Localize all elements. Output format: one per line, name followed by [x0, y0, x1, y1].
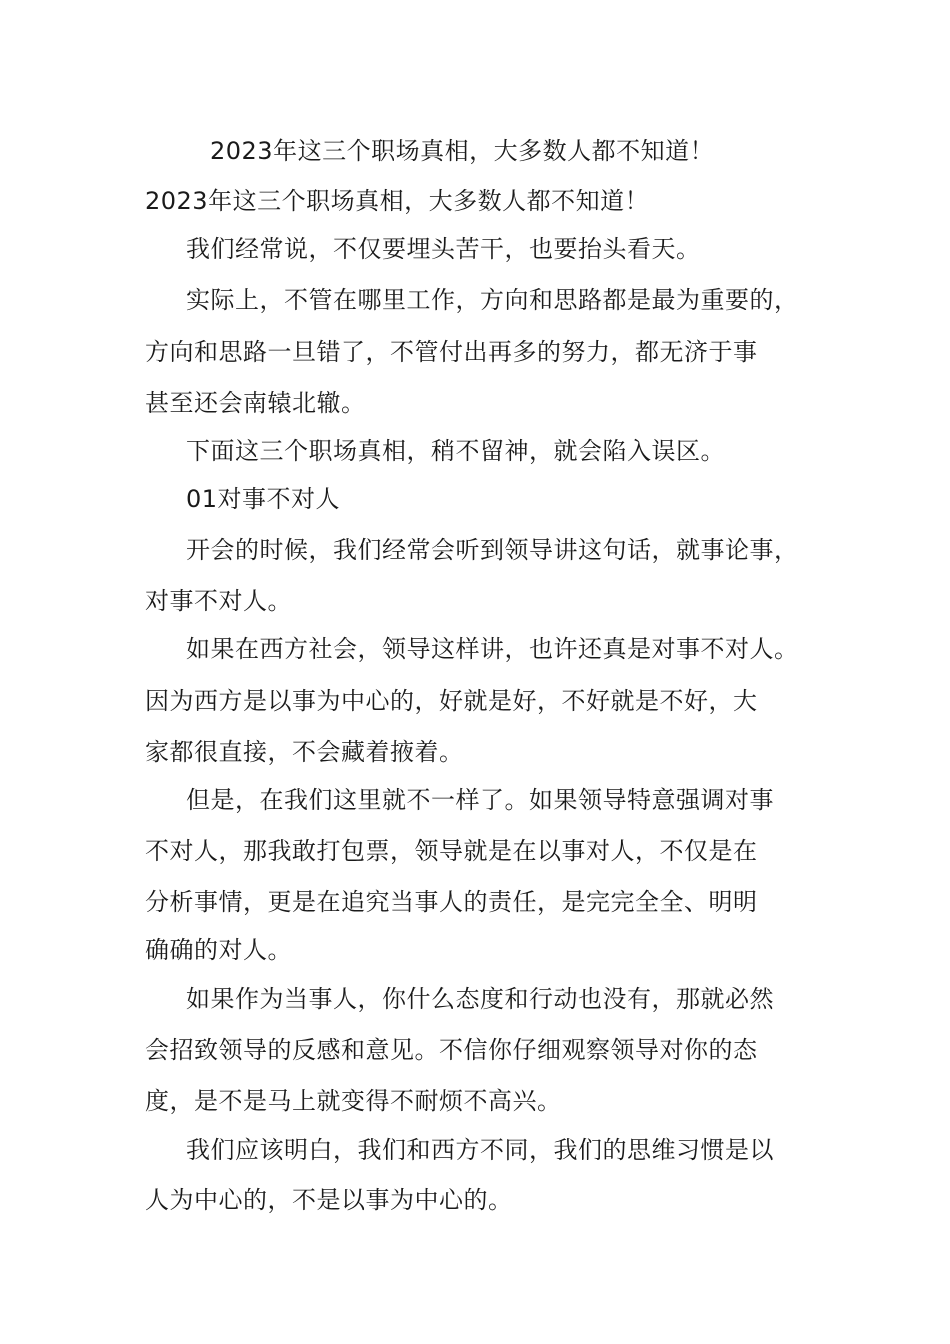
- paragraph-line: 度，是不是马上就变得不耐烦不高兴。: [145, 1087, 562, 1115]
- paragraph-line: 确确的对人。: [145, 936, 292, 964]
- paragraph-line: 会招致领导的反感和意见。不信你仔细观察领导对你的态: [145, 1036, 758, 1064]
- paragraph-line: 甚至还会南辕北辙。: [145, 389, 366, 417]
- paragraph-line: 但是，在我们这里就不一样了。如果领导特意强调对事: [186, 786, 774, 814]
- paragraph-line: 家都很直接，不会藏着掖着。: [145, 738, 464, 766]
- paragraph-line: 我们经常说，不仅要埋头苦干，也要抬头看天。: [186, 235, 701, 263]
- paragraph-line: 如果作为当事人，你什么态度和行动也没有，那就必然: [186, 985, 774, 1013]
- paragraph-line: 下面这三个职场真相，稍不留神，就会陷入误区。: [186, 437, 725, 465]
- paragraph-line: 因为西方是以事为中心的，好就是好，不好就是不好，大: [145, 687, 758, 715]
- paragraph-line: 对事不对人。: [145, 587, 292, 615]
- paragraph-line: 实际上，不管在哪里工作，方向和思路都是最为重要的，: [186, 286, 799, 314]
- document-subtitle: 2023年这三个职场真相，大多数人都不知道！: [145, 187, 650, 215]
- paragraph-line: 如果在西方社会，领导这样讲，也许还真是对事不对人。: [186, 635, 799, 663]
- paragraph-line: 方向和思路一旦错了，不管付出再多的努力，都无济于事: [145, 338, 758, 366]
- section-heading: 01对事不对人: [186, 485, 341, 513]
- paragraph-line: 人为中心的，不是以事为中心的。: [145, 1186, 513, 1214]
- paragraph-line: 我们应该明白，我们和西方不同，我们的思维习惯是以: [186, 1136, 774, 1164]
- paragraph-line: 不对人，那我敢打包票，领导就是在以事对人，不仅是在: [145, 837, 758, 865]
- paragraph-line: 分析事情，更是在追究当事人的责任，是完完全全、明明: [145, 888, 758, 916]
- document-title: 2023年这三个职场真相，大多数人都不知道！: [210, 137, 715, 165]
- paragraph-line: 开会的时候，我们经常会听到领导讲这句话，就事论事，: [186, 536, 799, 564]
